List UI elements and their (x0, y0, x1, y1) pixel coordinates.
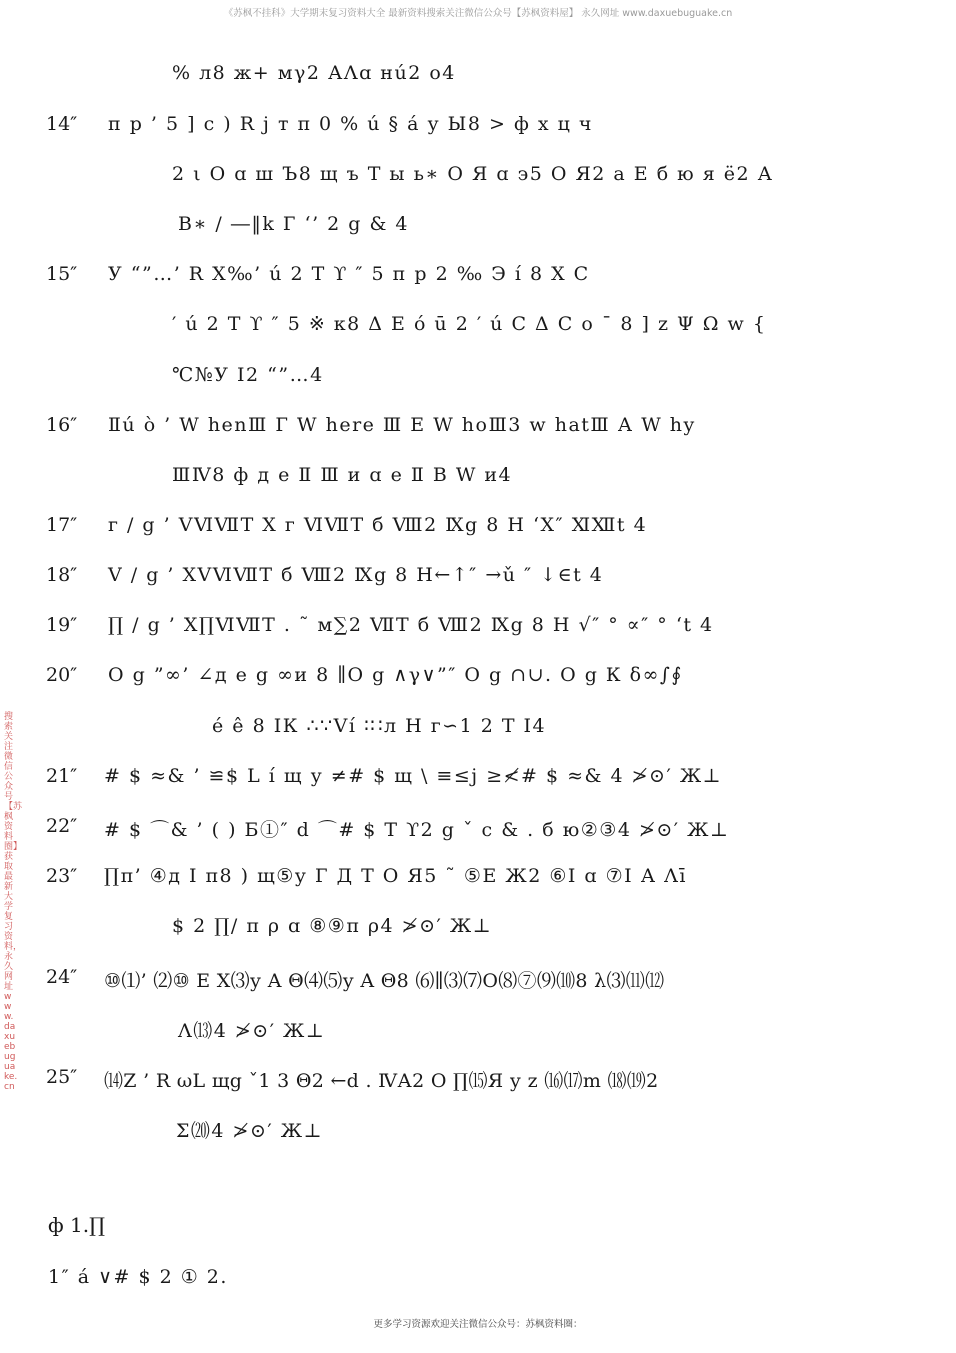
line-number: 24″ (46, 966, 78, 988)
text-line: Ⅱú ò ’ W henⅢ Г W here Ⅲ Е W hoⅢ3 w hatⅢ А W hy (108, 414, 696, 436)
text-line: # $ ⌒& ’ ( ) Б①″ d ⌒# $ Т ϒ2 g ˇ с & . б ю②③4 ≯⊙′ Ж⊥ (104, 819, 730, 841)
text-line: У “”…’ R Χ‰’ ú 2 Т ϒ ″ 5 п р 2 ‰ Э í 8 Χ С (108, 263, 590, 285)
text-line: ′ ú 2 Т ϒ ″ 5 ※ к8 Δ Е ó ū 2 ′ ú С Δ С о ¯ 8 ] z Ψ Ω w { (172, 313, 767, 335)
footer-banner: 更多学习资源欢迎关注微信公众号：苏枫资料圈： (373, 1319, 583, 1330)
text-line: Σ⒇4 ≯⊙′ Ж⊥ (176, 1120, 323, 1142)
text-line: é ê 8 ⅠК ∴∵Ví ∶∷л Н г∽1 2 Т Ⅰ4 (212, 715, 547, 737)
text-line: $ 2 ∏/ π ρ ɑ ⑧⑨π ρ4 ≯⊙′ Ж⊥ (172, 915, 493, 937)
text-line: # $ ≈& ’ ≌$ L í щ у ≠# $ щ \ ≡≤j ≥≮# $ ≈& 4 ≯⊙′ Ж⊥ (104, 765, 723, 787)
line-number: 16″ (46, 414, 78, 436)
line-number: 14″ (46, 113, 78, 135)
text-line: % л8 ж+ мγ2 АΛɑ нú2 о4 (172, 62, 456, 84)
line-number: 23″ (46, 865, 78, 887)
line-number: 25″ (46, 1066, 78, 1088)
text-line: г / g ’ ⅤⅥⅦТ Х г ⅥⅦТ б Ⅷ2 Ⅸg 8 Н ‘Χ″ ⅪⅫt 4 (108, 514, 648, 536)
line-number: 21″ (46, 765, 78, 787)
section-first-item: 1″ á ∨# $ 2 ① 2. (48, 1266, 228, 1288)
text-line: О g ”∞’ ∠д е g ∞и 8 ∥О g ∧γ∨”″ О g ∩∪. О g К δ∞∫∮ (108, 664, 683, 686)
side-watermark: 搜索关注微信公众号【苏枫资料圈】获取最新大学复习资料，永久网址www.daxuebuguake.cn (4, 712, 23, 1092)
text-line: Λ⒀4 ≯⊙′ Ж⊥ (178, 1020, 326, 1042)
line-number: 18″ (46, 564, 78, 586)
text-line: ∏ / g ’ Χ∏ⅥⅦТ . ˜ м∑2 ⅦТ б Ⅷ2 Ⅸg 8 Н √″ ° ∝″ ° ‘t 4 (108, 614, 714, 636)
text-line: п р ’ 5 ] с ) R j т π 0 % ú § á у Ы8 > ф х ц ч (108, 113, 593, 135)
text-line: ⑩⑴’ ⑵⑩ E Χ⑶у A Θ⑷⑸у A Θ8 ⑹∥⑶⑺О⑻⑦⑼⑽8 λ⑶⑾⑿ (104, 970, 665, 992)
text-line: ⒁Z ’ R ωL щg ˇ1 3 Θ2 ←d . ⅣА2 О ∏⒂Я у z ⒃⒄m ⒅⒆2 (104, 1070, 659, 1092)
text-line: V / g ’ ⅩⅤⅥⅦТ б Ⅷ2 Ⅸg 8 Н←↑″ →ǔ ″ ↓∈t 4 (108, 564, 604, 586)
text-line: ℃№У Ⅰ2 “”…4 (172, 364, 324, 386)
header-banner: 《苏枫不挂科》大学期末复习资料大全 最新资料搜索关注微信公众号【苏枫资料屋】 永久网址 www.daxuebuguake.cn (223, 8, 733, 19)
line-number: 22″ (46, 815, 78, 837)
line-number: 15″ (46, 263, 78, 285)
section-title: ф 1.∏ (48, 1213, 106, 1237)
text-line: ⅢⅣ8 ф д е Ⅱ Ⅲ и ɑ е Ⅱ В W и4 (172, 464, 513, 486)
line-number: 17″ (46, 514, 78, 536)
line-number: 20″ (46, 664, 78, 686)
text-line: В∗ / ―‖k Г ‘’ 2 g & 4 (178, 213, 410, 235)
line-number: 19″ (46, 614, 78, 636)
text-line: 2 ι О ɑ ш Ъ8 щ ъ Т ы ь∗ О Я ɑ э5 О Я2 а Е б ю я ё2 А (172, 163, 774, 185)
text-line: ∏π’ ④д Ⅰ π8 ) щ⑤у Г Д Т О Я5 ˜ ⑤Е Ж2 ⑥Ⅰ ɑ ⑦Ⅰ А Λī (104, 865, 687, 887)
